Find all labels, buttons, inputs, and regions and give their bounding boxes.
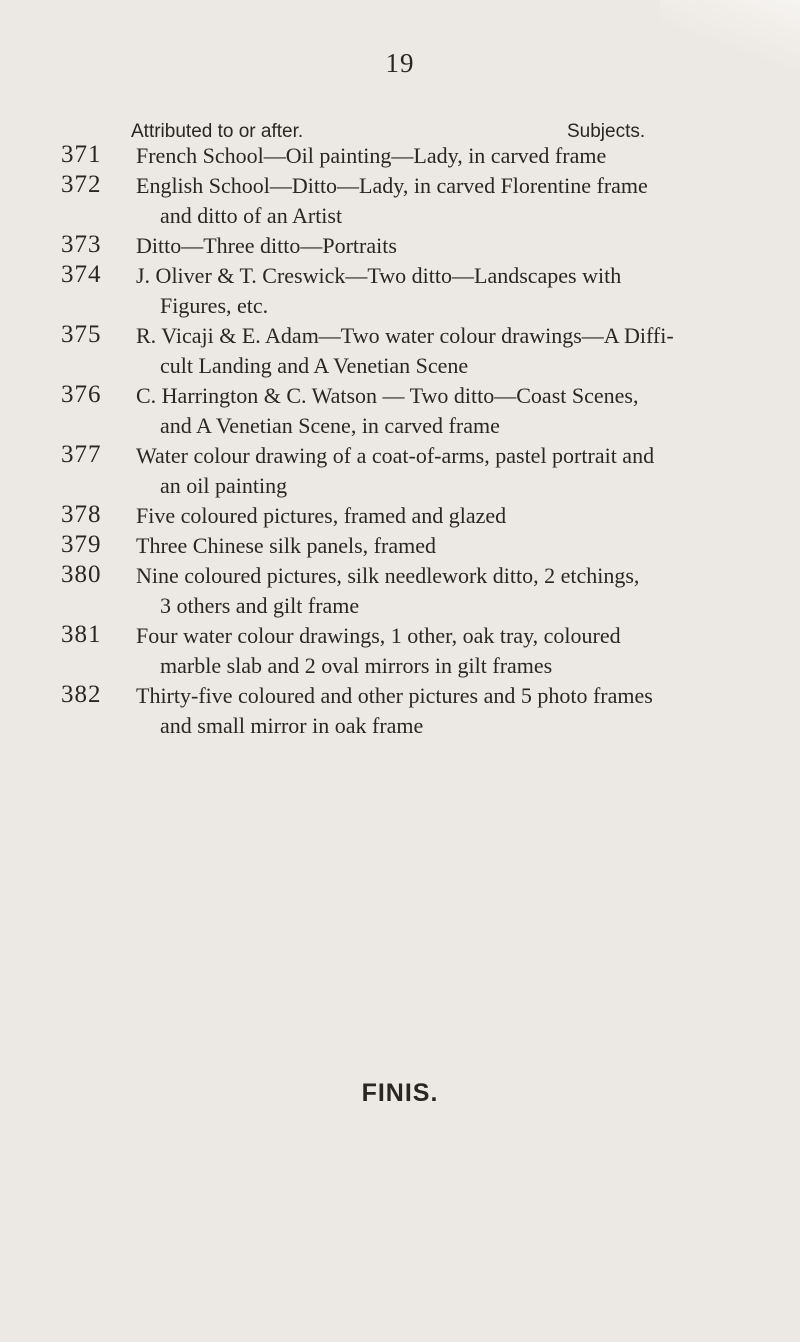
lot-number: 374 (61, 261, 102, 288)
lot-line: and ditto of an Artist (160, 203, 343, 228)
lot-description (136, 621, 778, 681)
lot-line: marble slab and 2 oval mirrors in gilt frames (160, 653, 553, 678)
lot-number: 375 (61, 321, 102, 348)
page-number: 19 (385, 48, 415, 78)
lot-line: R. Vicaji & E. Adam—Two water colour drawings—A Diffi- (136, 323, 674, 348)
lot-entry (0, 231, 800, 261)
lot-line: Thirty-five coloured and other pictures and 5 photo frames (136, 683, 653, 708)
lot-entry (0, 141, 800, 171)
lot-description (136, 171, 778, 231)
lot-description (136, 531, 778, 561)
lot-entry (0, 681, 800, 741)
lot-number: 373 (61, 231, 102, 258)
lot-description (136, 681, 778, 741)
lot-line: C. Harrington & C. Watson — Two ditto—Coast Scenes, (136, 383, 639, 408)
lot-list (0, 141, 800, 741)
lot-line: cult Landing and A Venetian Scene (160, 353, 469, 378)
lot-entry (0, 321, 800, 381)
lot-description (136, 501, 778, 531)
lot-entry (0, 441, 800, 501)
lot-entry (0, 261, 800, 321)
lot-line: and small mirror in oak frame (160, 713, 424, 738)
lot-line: Figures, etc. (160, 293, 269, 318)
lot-description (136, 381, 778, 441)
lot-line: an oil painting (160, 473, 288, 498)
lot-entry (0, 381, 800, 441)
lot-entry (0, 531, 800, 561)
lot-number: 372 (61, 171, 102, 198)
lot-line: Nine coloured pictures, silk needlework ditto, 2 etchings, (136, 563, 640, 588)
lot-description (136, 231, 778, 261)
lot-number: 379 (61, 531, 102, 558)
column-heading-attributed: Attributed to or after. (131, 121, 304, 142)
lot-line: 3 others and gilt frame (160, 593, 360, 618)
lot-description (136, 321, 778, 381)
lot-description (136, 141, 778, 171)
lot-description (136, 561, 778, 621)
lot-number: 378 (61, 501, 102, 528)
lot-line: Three Chinese silk panels, framed (136, 533, 436, 558)
finis-mark: FINIS. (361, 1079, 439, 1107)
column-heading-subjects: Subjects. (567, 121, 646, 142)
lot-line: Five coloured pictures, framed and glazed (136, 503, 507, 528)
lot-line: Four water colour drawings, 1 other, oak tray, coloured (136, 623, 621, 648)
lot-number: 377 (61, 441, 102, 468)
lot-number: 381 (61, 621, 102, 648)
lot-line: J. Oliver & T. Creswick—Two ditto—Landscapes with (136, 263, 622, 288)
lot-entry (0, 621, 800, 681)
lot-line: French School—Oil painting—Lady, in carved frame (136, 143, 607, 168)
lot-number: 380 (61, 561, 102, 588)
lot-entry (0, 561, 800, 621)
lot-line: Water colour drawing of a coat-of-arms, pastel portrait and (136, 443, 655, 468)
lot-line: Ditto—Three ditto—Portraits (136, 233, 397, 258)
lot-line: and A Venetian Scene, in carved frame (160, 413, 500, 438)
lot-description (136, 261, 778, 321)
lot-number: 382 (61, 681, 102, 708)
lot-entry (0, 171, 800, 231)
lot-number: 376 (61, 381, 102, 408)
lot-entry (0, 501, 800, 531)
lot-number: 371 (61, 141, 102, 168)
lot-line: English School—Ditto—Lady, in carved Florentine frame (136, 173, 648, 198)
lot-description (136, 441, 778, 501)
